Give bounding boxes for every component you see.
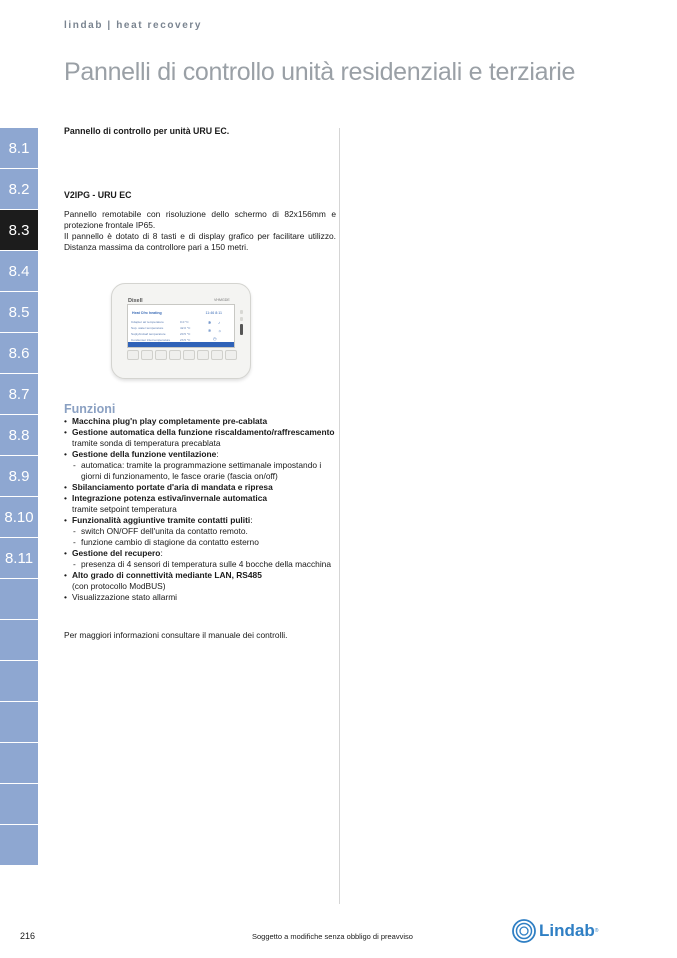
device-housing <box>111 283 251 379</box>
funzione-sub-text: presenza di 4 sensori di temperatura sulle 4 bocche della macchina <box>81 559 331 569</box>
section-tab-8-11[interactable]: 8.11 <box>0 538 38 578</box>
bullet: • <box>64 548 67 558</box>
funzione-item <box>64 416 336 427</box>
funzioni-heading: Funzioni <box>64 402 116 416</box>
funzione-text: : <box>216 449 219 459</box>
funzione-sub-text: switch ON/OFF dell'unita da contatto remoto. <box>81 526 248 536</box>
subtitle: Pannello di controllo per unità URU EC. <box>64 126 230 136</box>
device-key <box>197 350 209 360</box>
device-key <box>141 350 153 360</box>
running-header: lindab | heat recovery <box>64 20 203 31</box>
bullet: • <box>64 427 67 437</box>
bullet: • <box>64 482 67 492</box>
section-tab-empty <box>0 661 38 701</box>
lindab-logo <box>512 919 598 943</box>
section-tabs <box>0 128 38 866</box>
funzione-text: Visualizzazione stato allarmi <box>72 592 178 602</box>
section-tab-empty <box>0 743 38 783</box>
screen-row-label: Cdapter air temperature <box>131 320 164 324</box>
funzione-bold: Sbilanciamento portate d'aria di mandata e ripresa <box>72 482 273 492</box>
description-2: Il pannello è dotato di 8 tasti e di display grafico per facilitare utilizzo. Distanza massima da controllore pari a 150 metri. <box>64 231 336 252</box>
section-tab-8-5[interactable]: 8.5 <box>0 292 38 332</box>
section-tab-empty <box>0 579 38 619</box>
funzione-sub-text: automatica: tramite la programmazione settimanale impostando i giorni di funzionamento, le fasce orarie (fascia on/off) <box>81 460 322 481</box>
funzione-bold: Alto grado di connettività mediante LAN, RS485 <box>72 570 262 580</box>
funzione-text: tramite sonda di temperatura precablata <box>72 438 221 448</box>
device-key <box>169 350 181 360</box>
bell-icon: ♪ <box>218 320 220 325</box>
funzione-item <box>64 427 336 449</box>
funzione-tail: (con protocollo ModBUS) <box>72 581 166 591</box>
funzione-item <box>64 449 336 482</box>
footer-note: Soggetto a modifiche senza obbligo di preavviso <box>252 932 413 941</box>
screen-time: 11:46 8:11 <box>205 311 222 315</box>
column-divider <box>339 128 340 904</box>
more-info-note: Per maggiori informazioni consultare il manuale dei controlli. <box>64 630 288 640</box>
logo-text: Lindab <box>539 921 595 940</box>
funzione-sub-item <box>73 559 336 570</box>
sun-icon: ☼ <box>218 328 222 333</box>
section-tab-empty <box>0 784 38 824</box>
side-key <box>240 317 243 321</box>
section-tab-8-8[interactable]: 8.8 <box>0 415 38 455</box>
section-tab-8-10[interactable]: 8.10 <box>0 497 38 537</box>
section-tab-empty <box>0 825 38 865</box>
funzione-sub-item <box>73 526 336 537</box>
control-panel-image <box>107 281 255 381</box>
device-key <box>127 350 139 360</box>
bullet: • <box>64 416 67 426</box>
device-keys <box>127 350 237 360</box>
funzione-bold: Gestione del recupero <box>72 548 161 558</box>
funzione-item <box>64 482 336 493</box>
device-key <box>211 350 223 360</box>
screen-row-label: Sup. water temperature <box>131 326 164 330</box>
funzione-bold: Integrazione potenza estiva/invernale automatica <box>72 493 268 503</box>
section-tab-8-6[interactable]: 8.6 <box>0 333 38 373</box>
bullet: • <box>64 449 67 459</box>
funzione-sub-item <box>73 537 336 548</box>
page-title: Pannelli di controllo unità residenziali e terziarie <box>64 58 576 86</box>
device-key <box>183 350 195 360</box>
bullet: • <box>64 570 67 580</box>
bullet: • <box>64 515 67 525</box>
device-key <box>225 350 237 360</box>
main-column <box>64 126 336 649</box>
dash: - <box>73 460 76 470</box>
clock-icon: ◷ <box>213 336 217 341</box>
funzione-bold: Macchina plug'n play completamente pre-cablata <box>72 416 268 426</box>
logo-registered: ® <box>594 928 599 934</box>
device-side-keys <box>239 310 245 338</box>
screen-row-value: 20.5 °C <box>180 332 191 336</box>
funzione-item <box>64 548 336 570</box>
section-tab-empty <box>0 702 38 742</box>
screen-row-value: 42.0 °C <box>180 326 191 330</box>
screen-bottom-bar <box>128 342 234 347</box>
screen-row-label: Suply/indoaf temperature <box>131 332 166 336</box>
screen-row-value: 23.5 °C <box>180 338 191 342</box>
funzione-sub-item <box>73 460 336 482</box>
bullet: • <box>64 592 67 602</box>
funzione-sub-text: funzione cambio di stagione da contatto esterno <box>81 537 259 547</box>
funzione-bold: Gestione automatica della funzione riscaldamento/raffrescamento <box>72 427 335 437</box>
section-tab-8-2[interactable]: 8.2 <box>0 169 38 209</box>
page-number: 216 <box>20 931 36 941</box>
funzione-bold: Gestione della funzione ventilazione <box>72 449 217 459</box>
funzione-bold: Funzionalità aggiuntive tramite contatti puliti <box>72 515 251 525</box>
funzione-text: : <box>250 515 253 525</box>
funzione-text: : <box>160 548 163 558</box>
section-tab-8-9[interactable]: 8.9 <box>0 456 38 496</box>
section-tab-8-4[interactable]: 8.4 <box>0 251 38 291</box>
side-key-dark <box>240 324 243 335</box>
funzione-item <box>64 515 336 548</box>
device-brand: Dixell <box>128 298 143 304</box>
description-1: Pannello remotabile con risoluzione dello schermo di 82x156mm e protezione frontale IP65. <box>64 209 336 230</box>
device-key <box>155 350 167 360</box>
funzioni-list <box>64 416 336 603</box>
snowflake-icon: ❄ <box>208 328 212 333</box>
fan-icon: ✻ <box>208 320 212 325</box>
screen-row-value: 0.0 °C <box>180 320 189 324</box>
section-tab-8-7[interactable]: 8.7 <box>0 374 38 414</box>
section-tab-empty <box>0 620 38 660</box>
dash: - <box>73 526 76 536</box>
section-tab-8-3[interactable]: 8.3 <box>0 210 38 250</box>
funzione-item <box>64 592 336 603</box>
funzione-item <box>64 570 336 592</box>
product-code: V2IPG - URU EC <box>64 190 132 200</box>
section-tab-8-1[interactable]: 8.1 <box>0 128 38 168</box>
dash: - <box>73 559 76 569</box>
funzione-tail: tramite setpoint temperatura <box>72 504 177 514</box>
lindab-logo-icon <box>512 919 536 943</box>
device-screen <box>127 304 235 348</box>
bullet: • <box>64 493 67 503</box>
screen-row-label: Condenser inlet temperature <box>131 338 171 342</box>
dash: - <box>73 537 76 547</box>
screen-title: Heat Cfrc heating <box>132 311 162 315</box>
side-key <box>240 310 243 314</box>
funzione-item <box>64 493 336 515</box>
device-model: VHMGDE <box>214 298 230 302</box>
